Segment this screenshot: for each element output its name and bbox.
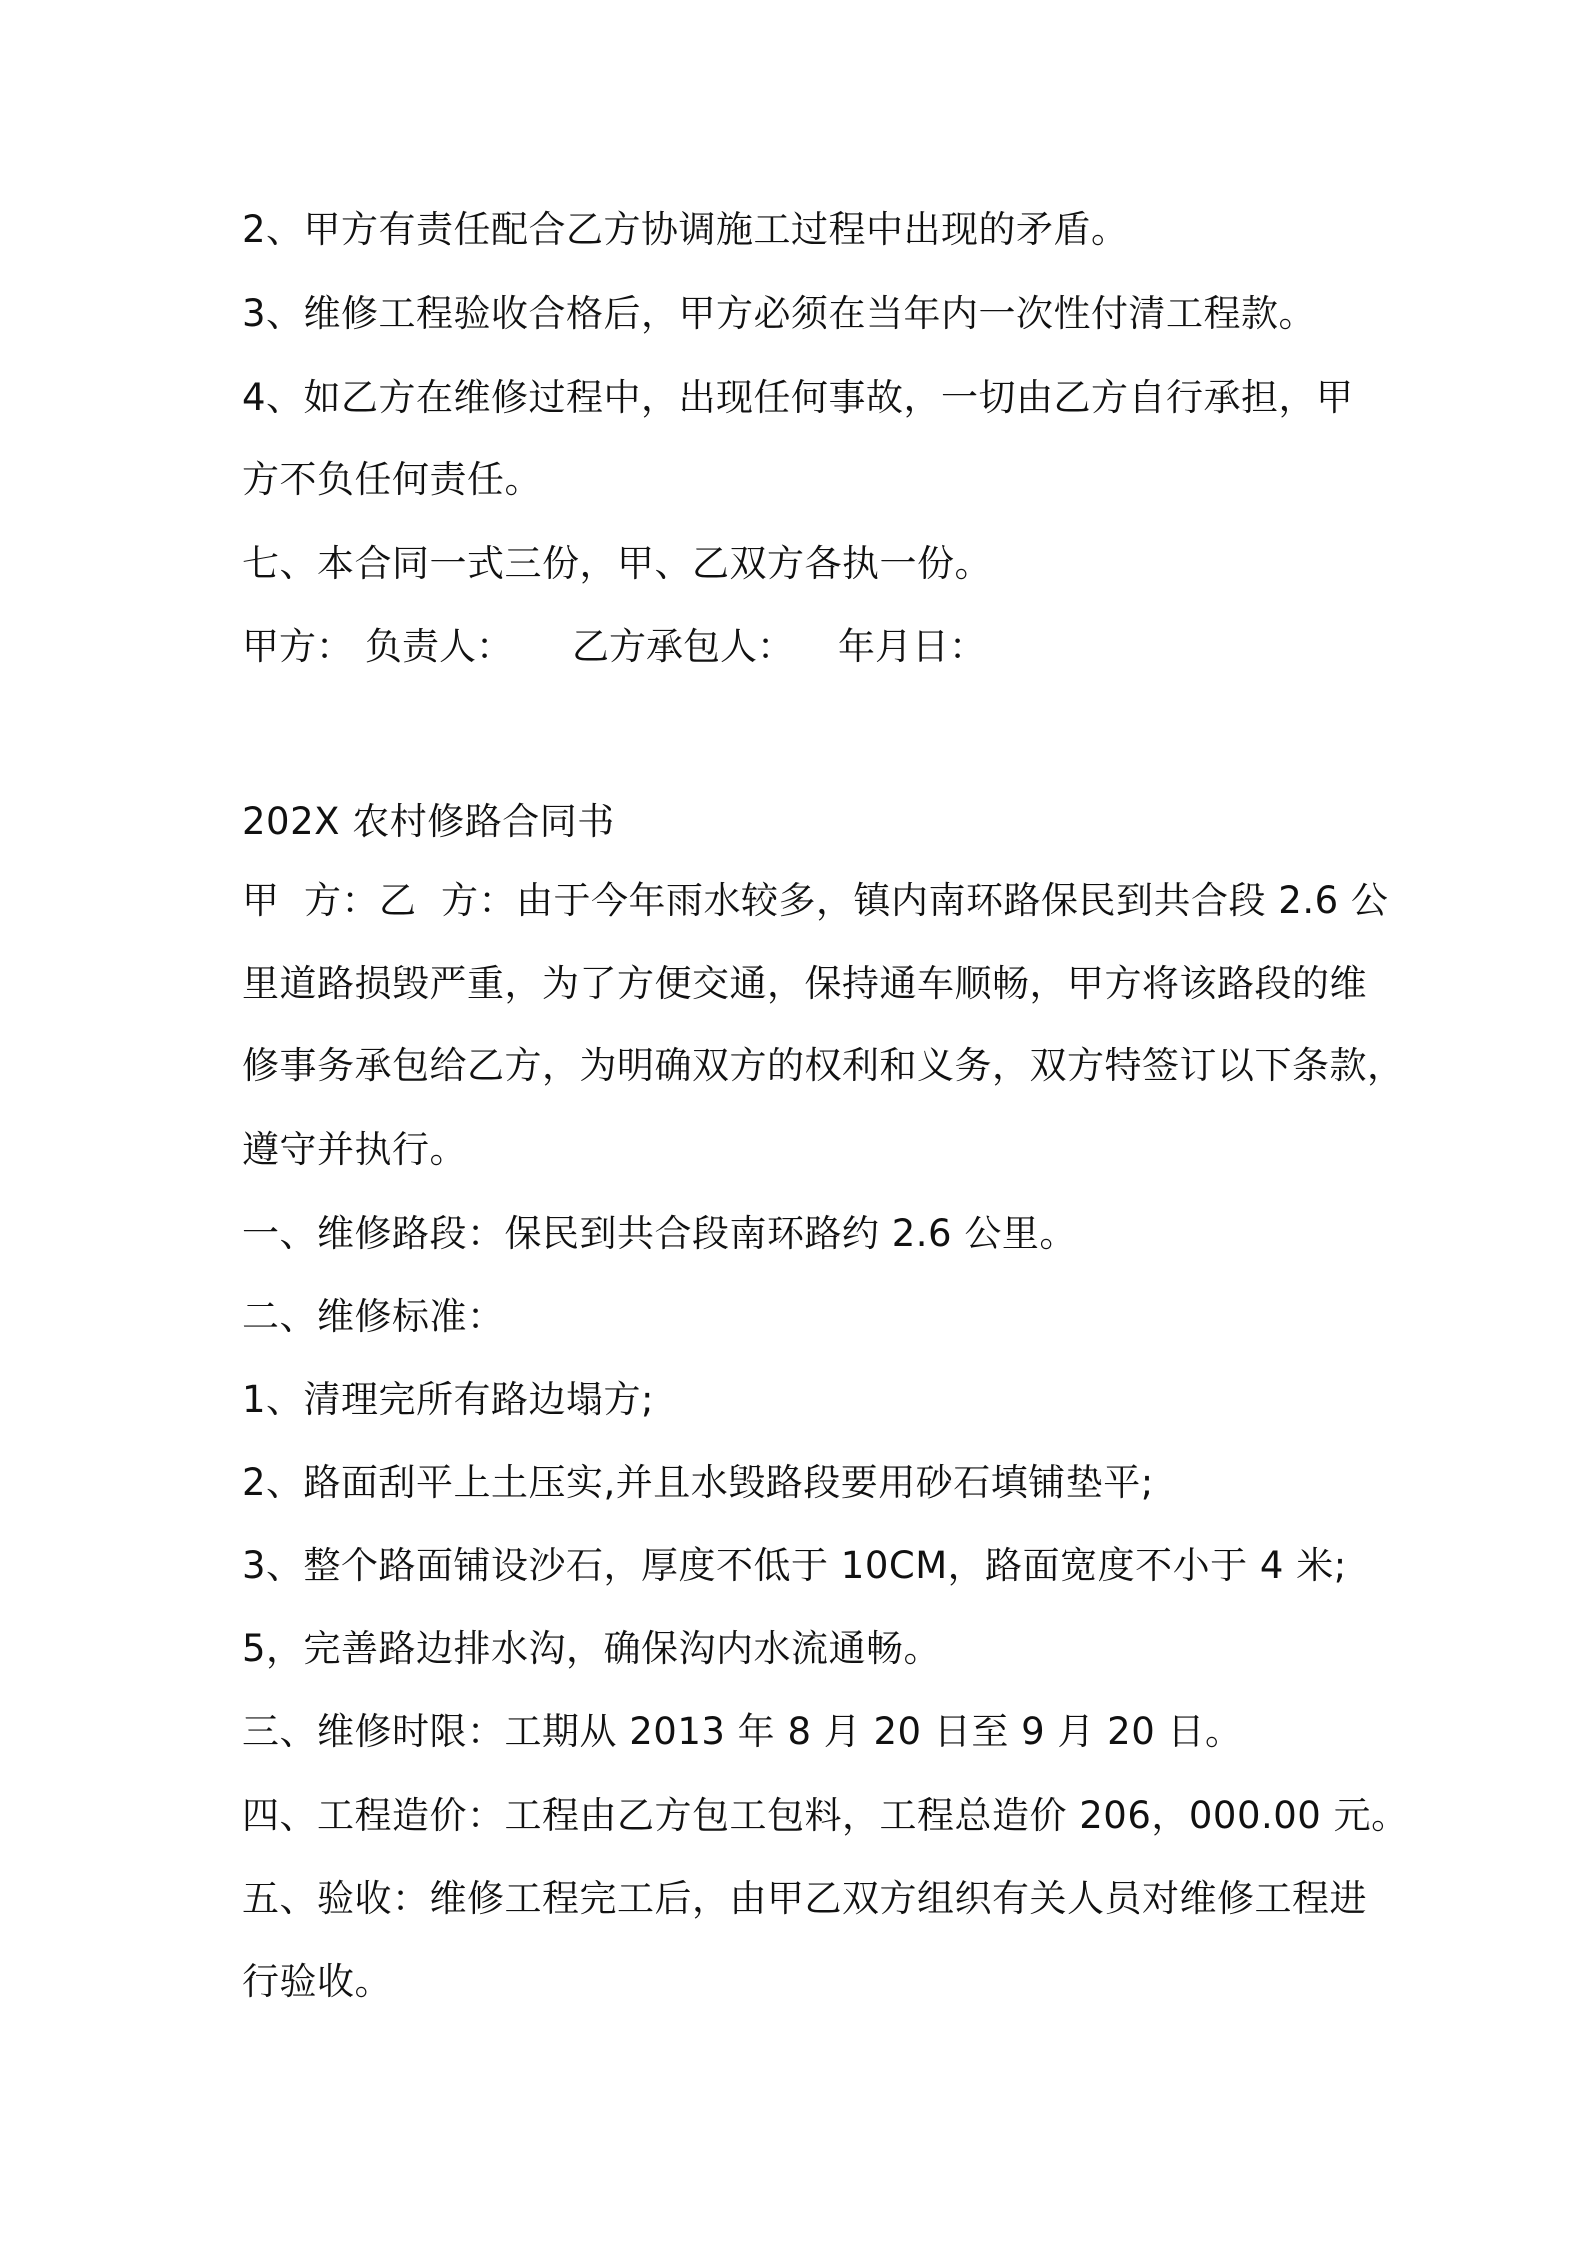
clause-line: 2、甲方有责任配合乙方协调施工过程中出现的矛盾。	[242, 208, 1129, 251]
party-a-label: 甲方：	[242, 625, 353, 668]
clause-line: 2、路面刮平上土压实,并且水毁路段要用砂石填铺垫平;	[242, 1461, 1154, 1504]
intro-line: 甲 方：乙 方：由于今年雨水较多，镇内南环路保民到共合段 2.6 公	[242, 879, 1389, 922]
clause-line: 二、维修标准：	[242, 1295, 505, 1338]
clause-line: 七、本合同一式三份，甲、乙双方各执一份。	[242, 542, 992, 585]
intro-line: 里道路损毁严重，为了方便交通，保持通车顺畅，甲方将该路段的维	[242, 962, 1367, 1005]
clause-line: 行验收。	[242, 1960, 392, 2003]
responsible-person-label: 负责人：	[365, 625, 513, 668]
contract-title: 202X 农村修路合同书	[242, 800, 615, 843]
clause-line: 3、维修工程验收合格后，甲方必须在当年内一次性付清工程款。	[242, 292, 1317, 335]
clause-line: 一、维修路段：保民到共合段南环路约 2.6 公里。	[242, 1212, 1077, 1255]
clause-line: 4、如乙方在维修过程中，出现任何事故，一切由乙方自行承担，甲	[242, 376, 1354, 419]
clause-line: 5，完善路边排水沟，确保沟内水流通畅。	[242, 1627, 942, 1670]
clause-line: 五、验收：维修工程完工后，由甲乙双方组织有关人员对维修工程进	[242, 1877, 1367, 1920]
date-label: 年月日：	[838, 625, 986, 668]
clause-line: 3、整个路面铺设沙石，厚度不低于 10CM，路面宽度不小于 4 米;	[242, 1544, 1347, 1587]
clause-line: 三、维修时限：工期从 2013 年 8 月 20 日至 9 月 20 日。	[242, 1710, 1243, 1753]
intro-line: 修事务承包给乙方，为明确双方的权利和义务，双方特签订以下条款，	[242, 1044, 1405, 1087]
intro-line: 遵守并执行。	[242, 1128, 467, 1171]
clause-line: 1、清理完所有路边塌方;	[242, 1378, 655, 1421]
party-b-contractor-label: 乙方承包人：	[572, 625, 794, 668]
clause-line: 方不负任何责任。	[242, 458, 542, 501]
clause-line: 四、工程造价：工程由乙方包工包料，工程总造价 206，000.00 元。	[242, 1794, 1409, 1837]
